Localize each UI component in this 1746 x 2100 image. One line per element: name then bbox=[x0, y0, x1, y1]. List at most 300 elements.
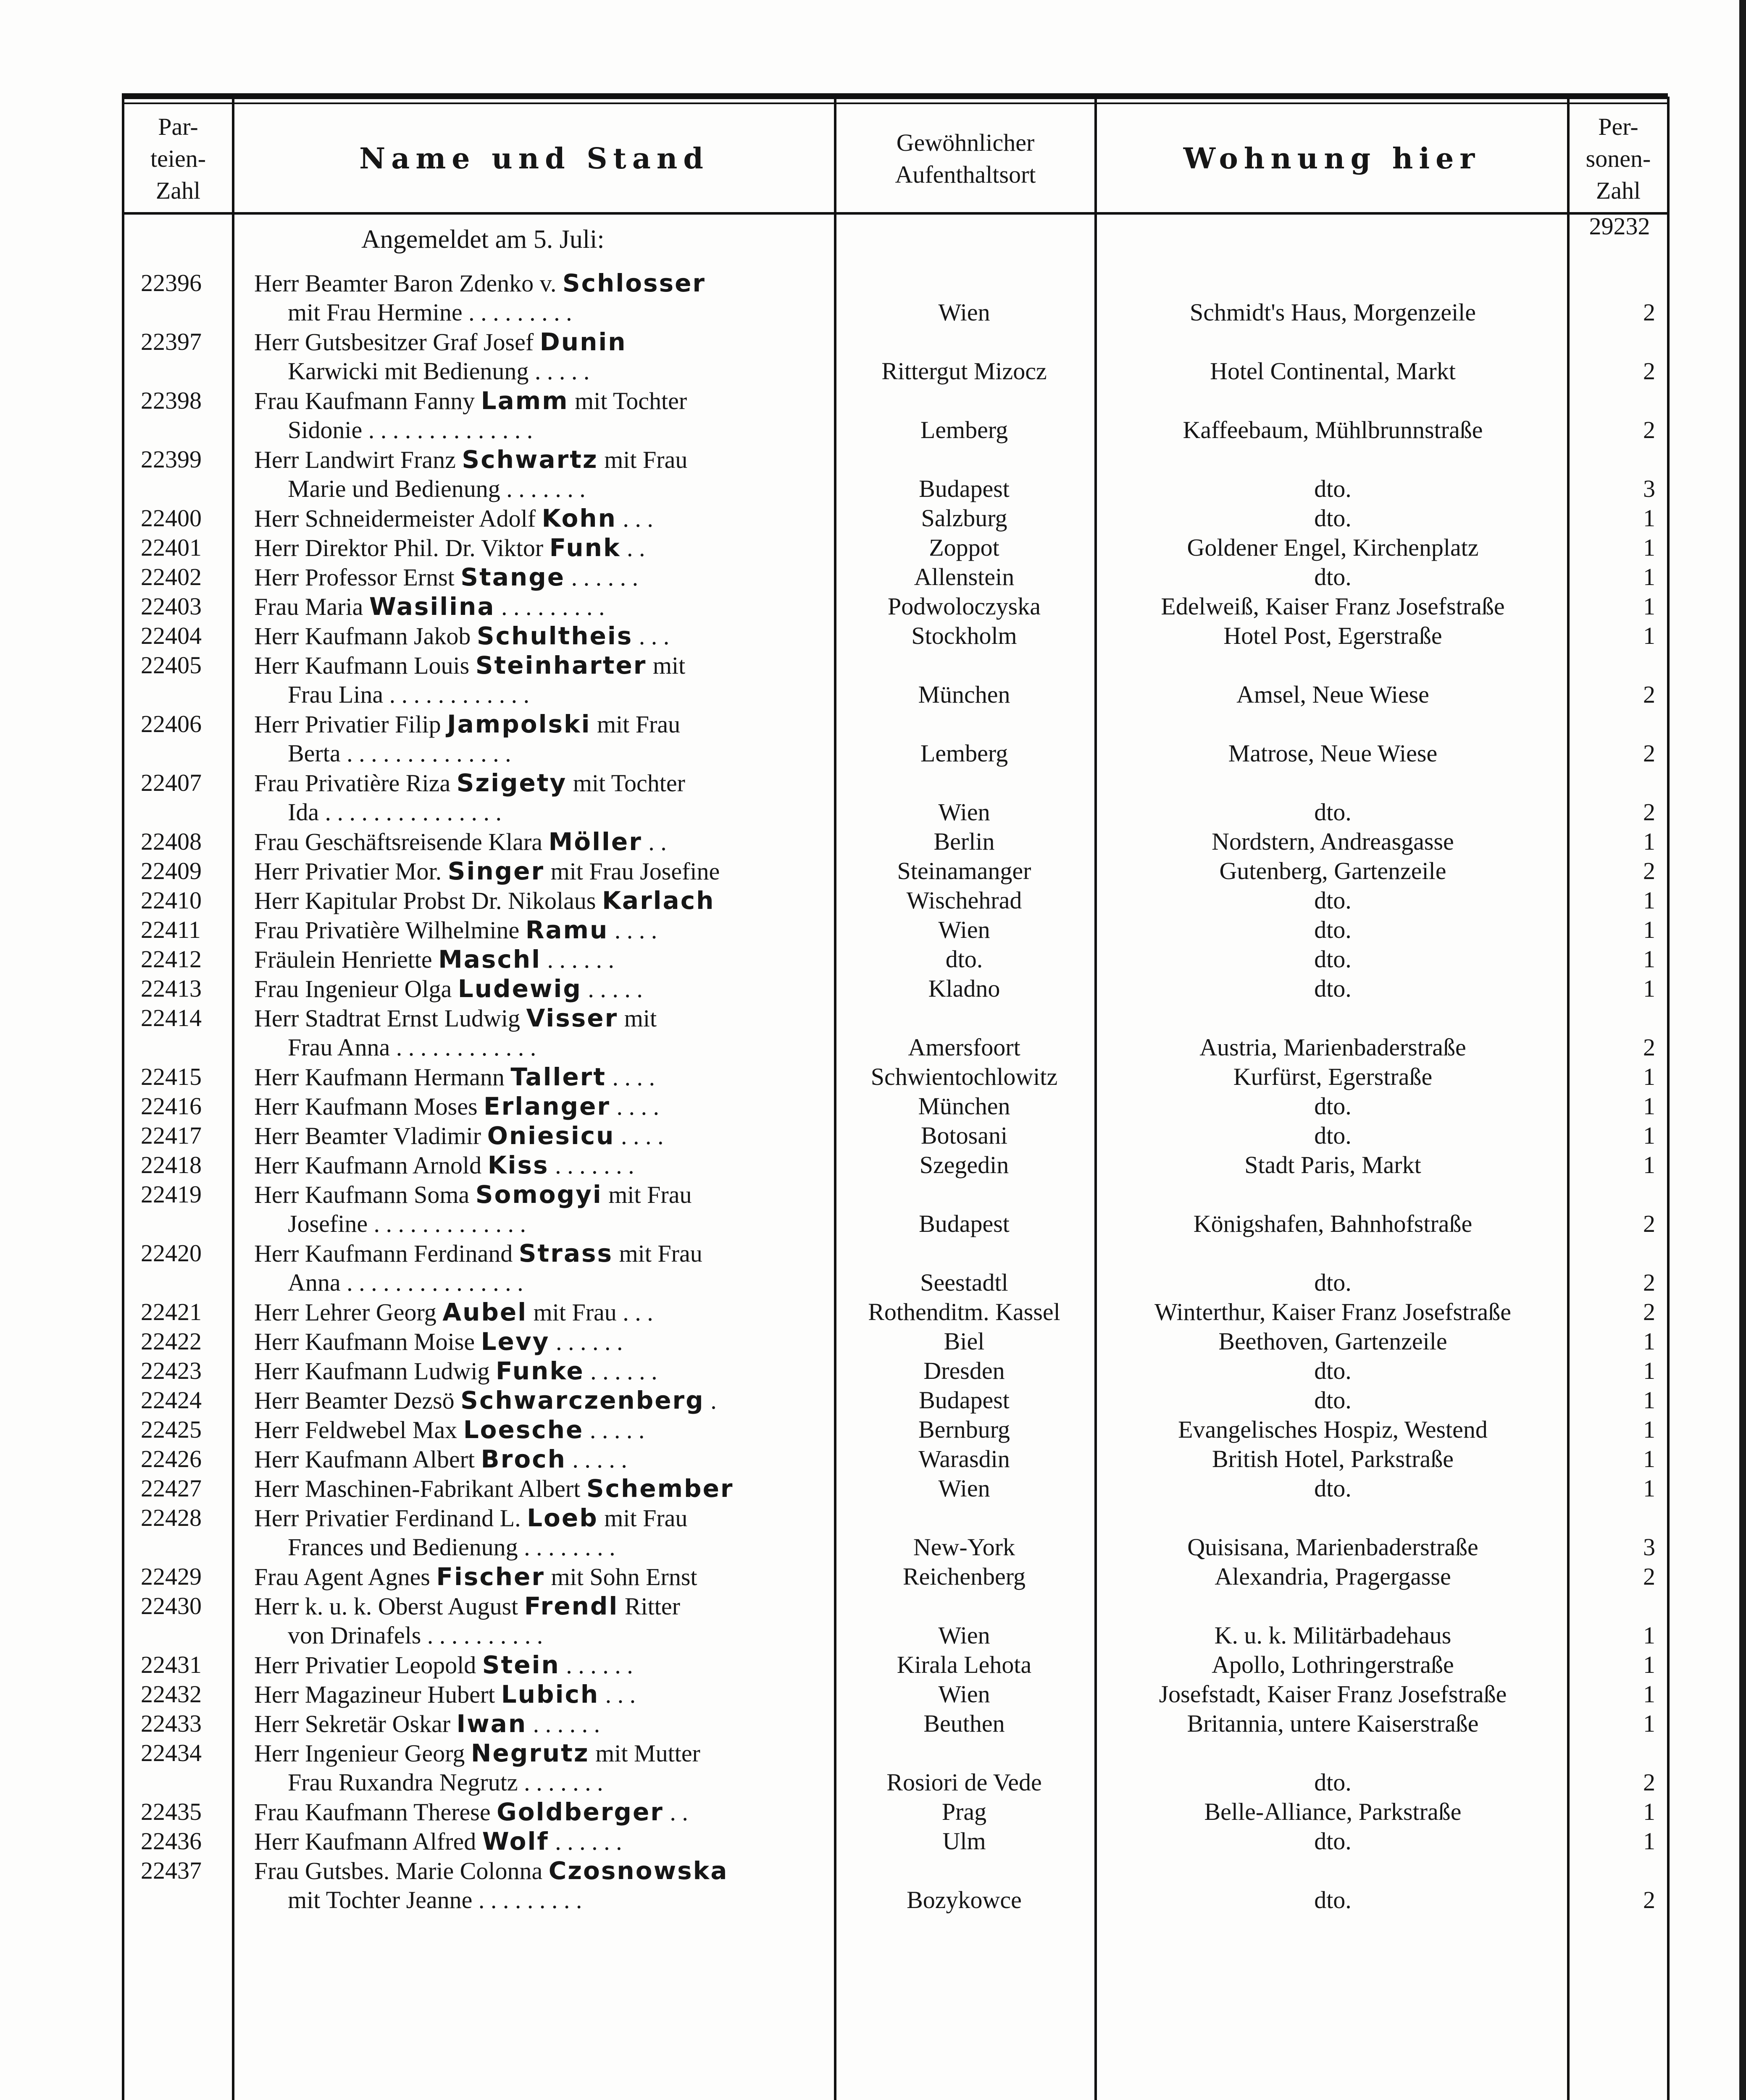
announcement-date: Angemeldet am 5. Juli: bbox=[361, 225, 605, 254]
local-address: dto. bbox=[1314, 1386, 1352, 1414]
person-count: 1 bbox=[1643, 1798, 1655, 1825]
guest-name-line bbox=[254, 769, 817, 797]
table-row bbox=[0, 563, 1739, 592]
table-row bbox=[0, 1562, 1739, 1592]
guest-surname: Steinharter bbox=[475, 651, 647, 680]
guest-title: Herr Direktor Phil. Dr. Viktor bbox=[254, 534, 544, 562]
guest-title: Herr Professor Ernst bbox=[254, 564, 455, 591]
table-row bbox=[0, 1504, 1739, 1562]
guest-title: Frau Kaufmann Fanny bbox=[254, 387, 475, 415]
guest-name-line bbox=[254, 386, 817, 415]
person-count: 1 bbox=[1643, 1357, 1655, 1384]
guest-title: Herr Maschinen-Fabrikant Albert bbox=[254, 1475, 581, 1502]
table-row bbox=[0, 1415, 1739, 1445]
guest-surname: Maschl bbox=[438, 945, 541, 974]
local-address: dto. bbox=[1314, 1092, 1352, 1120]
local-address: dto. bbox=[1314, 1357, 1352, 1384]
guest-surname: Levy bbox=[481, 1327, 550, 1356]
person-count: 1 bbox=[1643, 1092, 1655, 1120]
guest-surname: Strass bbox=[518, 1239, 613, 1268]
guest-surname: Tallert bbox=[510, 1063, 607, 1091]
guest-suffix: . . bbox=[627, 534, 645, 562]
guest-name-line bbox=[254, 1327, 817, 1356]
local-address: dto. bbox=[1314, 1269, 1352, 1296]
guest-suffix: mit Frau . . . bbox=[533, 1299, 653, 1326]
guest-name-continued: Karwicki mit Bedienung . . . . . bbox=[288, 357, 590, 385]
person-count: 2 bbox=[1643, 1034, 1655, 1061]
table-row bbox=[0, 1239, 1739, 1298]
guest-name-continued: Ida . . . . . . . . . . . . . . . bbox=[288, 798, 502, 826]
top-rule-thin bbox=[122, 102, 1668, 104]
guest-surname: Lamm bbox=[481, 386, 569, 415]
party-number: 22426 bbox=[141, 1445, 202, 1473]
table-row bbox=[0, 622, 1739, 651]
guest-name-line bbox=[254, 945, 817, 974]
table-row bbox=[0, 1474, 1739, 1504]
guest-title: Frau Gutsbes. Marie Colonna bbox=[254, 1857, 543, 1885]
local-address: dto. bbox=[1314, 1122, 1352, 1149]
table-row bbox=[0, 769, 1739, 827]
party-number: 22410 bbox=[141, 887, 202, 914]
person-count: 3 bbox=[1643, 475, 1655, 502]
guest-name-line bbox=[254, 974, 817, 1003]
person-count: 2 bbox=[1643, 1269, 1655, 1296]
usual-residence: Wien bbox=[938, 1680, 990, 1708]
guest-name-line bbox=[254, 504, 817, 533]
table-row bbox=[0, 1827, 1739, 1856]
person-count: 2 bbox=[1643, 299, 1655, 326]
table-row bbox=[0, 1680, 1739, 1709]
guest-suffix: . . . . . . . . . bbox=[501, 593, 605, 620]
guest-surname: Funk bbox=[549, 533, 621, 562]
local-address: dto. bbox=[1314, 1827, 1352, 1855]
guest-surname: Goldberger bbox=[497, 1798, 664, 1826]
guest-title: Herr Kaufmann Ferdinand bbox=[254, 1240, 513, 1267]
guest-title: Herr Schneidermeister Adolf bbox=[254, 505, 536, 532]
person-count: 1 bbox=[1643, 1328, 1655, 1355]
guest-name-line bbox=[254, 1151, 817, 1179]
guest-title: Herr k. u. k. Oberst August bbox=[254, 1593, 518, 1620]
table-row bbox=[0, 1739, 1739, 1798]
usual-residence: Wien bbox=[938, 1622, 990, 1649]
table-row bbox=[0, 916, 1739, 945]
usual-residence: Budapest bbox=[919, 1386, 1010, 1414]
party-number: 22398 bbox=[141, 387, 202, 414]
guest-surname: Lubich bbox=[501, 1680, 600, 1709]
party-number: 22409 bbox=[141, 857, 202, 885]
table-row bbox=[0, 1592, 1739, 1651]
usual-residence: Wien bbox=[938, 299, 990, 326]
person-count: 2 bbox=[1643, 1769, 1655, 1796]
guest-name-continued: Frau Anna . . . . . . . . . . . . bbox=[288, 1034, 536, 1061]
table-row bbox=[0, 1092, 1739, 1121]
guest-suffix: . . . . . . bbox=[566, 1651, 633, 1679]
local-address: Britannia, untere Kaiserstraße bbox=[1187, 1710, 1479, 1737]
guest-suffix: Ritter bbox=[624, 1593, 680, 1620]
party-number: 22430 bbox=[141, 1592, 202, 1620]
person-count: 1 bbox=[1643, 828, 1655, 855]
local-address: dto. bbox=[1314, 887, 1352, 914]
guest-name-line bbox=[254, 533, 817, 562]
local-address: British Hotel, Parkstraße bbox=[1212, 1445, 1454, 1473]
top-rule bbox=[122, 93, 1668, 99]
local-address: dto. bbox=[1314, 1886, 1352, 1914]
guest-surname: Wasilina bbox=[369, 592, 495, 621]
person-count: 1 bbox=[1643, 1445, 1655, 1473]
table-row bbox=[0, 592, 1739, 622]
usual-residence: Budapest bbox=[919, 475, 1010, 502]
header-rule bbox=[122, 212, 1668, 215]
table-row bbox=[0, 328, 1739, 386]
table-row bbox=[0, 1327, 1739, 1357]
usual-residence: dto. bbox=[945, 945, 983, 973]
guest-name-line bbox=[254, 1562, 817, 1591]
person-count: 1 bbox=[1643, 593, 1655, 620]
guest-name-line bbox=[254, 1739, 817, 1767]
usual-residence: Kirala Lehota bbox=[897, 1651, 1032, 1678]
party-number: 22427 bbox=[141, 1475, 202, 1502]
guest-surname: Ramu bbox=[525, 916, 609, 944]
local-address: Austria, Marienbaderstraße bbox=[1199, 1034, 1466, 1061]
header-parteien-zahl: Par- teien- Zahl bbox=[150, 113, 206, 204]
usual-residence: New-York bbox=[913, 1533, 1015, 1561]
guest-name-line bbox=[254, 592, 817, 621]
guest-suffix: mit Frau bbox=[604, 446, 688, 473]
person-count: 1 bbox=[1643, 1651, 1655, 1678]
local-address: Quisisana, Marienbaderstraße bbox=[1187, 1533, 1478, 1561]
guest-surname: Broch bbox=[481, 1445, 566, 1473]
table-row bbox=[0, 1004, 1739, 1063]
header-name-und-stand: Name und Stand bbox=[359, 142, 709, 176]
guest-name-line bbox=[254, 1504, 817, 1532]
person-count: 1 bbox=[1643, 534, 1655, 561]
guest-name-line bbox=[254, 1856, 817, 1885]
usual-residence: Dresden bbox=[923, 1357, 1005, 1384]
party-number: 22428 bbox=[141, 1504, 202, 1531]
guest-name-continued: Berta . . . . . . . . . . . . . . bbox=[288, 740, 511, 767]
guest-name-continued: mit Tochter Jeanne . . . . . . . . . bbox=[288, 1886, 582, 1914]
guest-surname: Kiss bbox=[487, 1151, 549, 1179]
local-address: Winterthur, Kaiser Franz Josefstraße bbox=[1154, 1298, 1511, 1326]
header-wohnung-hier: Wohnung hier bbox=[1183, 142, 1481, 176]
party-number: 22416 bbox=[141, 1092, 202, 1120]
person-count: 1 bbox=[1643, 504, 1655, 532]
party-number: 22432 bbox=[141, 1680, 202, 1708]
local-address: Königshafen, Bahnhofstraße bbox=[1193, 1210, 1473, 1237]
guest-suffix: . . . . . . bbox=[555, 1328, 623, 1355]
guest-surname: Schultheis bbox=[476, 622, 633, 650]
guest-title: Herr Kaufmann Moses bbox=[254, 1093, 478, 1120]
guest-name-line bbox=[254, 1709, 817, 1738]
guest-surname: Schwarczenberg bbox=[460, 1386, 705, 1415]
local-address: Amsel, Neue Wiese bbox=[1236, 681, 1429, 708]
party-number: 22407 bbox=[141, 769, 202, 796]
guest-title: Herr Privatier Mor. bbox=[254, 858, 442, 885]
person-count: 1 bbox=[1643, 1063, 1655, 1090]
table-row bbox=[0, 945, 1739, 974]
person-count: 1 bbox=[1643, 1386, 1655, 1414]
local-address: dto. bbox=[1314, 475, 1352, 502]
guest-title: Herr Privatier Filip bbox=[254, 711, 441, 738]
guest-surname: Negrutz bbox=[471, 1739, 589, 1767]
person-count: 1 bbox=[1643, 1622, 1655, 1649]
guest-suffix: mit Mutter bbox=[595, 1740, 700, 1767]
party-number: 22415 bbox=[141, 1063, 202, 1090]
table-row bbox=[0, 533, 1739, 563]
guest-suffix: . bbox=[710, 1387, 717, 1414]
usual-residence: Amersfoort bbox=[908, 1034, 1020, 1061]
person-count: 2 bbox=[1643, 416, 1655, 444]
usual-residence: Lemberg bbox=[920, 416, 1008, 444]
person-count: 2 bbox=[1643, 740, 1655, 767]
table-row bbox=[0, 886, 1739, 916]
guest-suffix: . . . . . bbox=[589, 1416, 645, 1444]
usual-residence: Berlin bbox=[933, 828, 995, 855]
person-count: 1 bbox=[1643, 1416, 1655, 1443]
usual-residence: München bbox=[918, 681, 1010, 708]
table-row bbox=[0, 1357, 1739, 1386]
guest-title: Herr Lehrer Georg bbox=[254, 1299, 436, 1326]
guest-name-line bbox=[254, 1121, 817, 1150]
party-number: 22412 bbox=[141, 945, 202, 973]
party-number: 22421 bbox=[141, 1298, 202, 1326]
guest-title: Frau Agent Agnes bbox=[254, 1563, 430, 1591]
party-number: 22433 bbox=[141, 1710, 202, 1737]
guest-name-line bbox=[254, 1092, 817, 1121]
guest-title: Herr Kaufmann Soma bbox=[254, 1181, 470, 1208]
person-count: 1 bbox=[1643, 1122, 1655, 1149]
guest-suffix: mit Frau Josefine bbox=[550, 858, 720, 885]
party-number: 22422 bbox=[141, 1328, 202, 1355]
guest-suffix: . . . . . bbox=[572, 1446, 627, 1473]
guest-name-continued: Frances und Bedienung . . . . . . . . bbox=[288, 1533, 615, 1561]
usual-residence: München bbox=[918, 1092, 1010, 1120]
guest-title: Herr Kaufmann Albert bbox=[254, 1446, 475, 1473]
guest-title: Herr Privatier Leopold bbox=[254, 1651, 476, 1679]
local-address: Kaffeebaum, Mühlbrunnstraße bbox=[1183, 416, 1483, 444]
local-address: Evangelisches Hospiz, Westend bbox=[1178, 1416, 1488, 1443]
table-row bbox=[0, 1856, 1739, 1915]
party-number: 22420 bbox=[141, 1239, 202, 1267]
guest-title: Fräulein Henriette bbox=[254, 946, 432, 973]
local-address: dto. bbox=[1314, 1475, 1352, 1502]
guest-title: Herr Beamter Baron Zdenko v. bbox=[254, 270, 557, 297]
table-row bbox=[0, 386, 1739, 445]
guest-title: Herr Kaufmann Arnold bbox=[254, 1152, 482, 1179]
guest-name-line bbox=[254, 445, 817, 474]
person-count: 2 bbox=[1643, 1563, 1655, 1590]
usual-residence: Biel bbox=[944, 1328, 985, 1355]
usual-residence: Zoppot bbox=[929, 534, 999, 561]
local-address: Alexandria, Pragergasse bbox=[1215, 1563, 1451, 1590]
usual-residence: Prag bbox=[941, 1798, 987, 1825]
guest-suffix: mit Frau bbox=[608, 1181, 692, 1208]
guest-title: Herr Gutsbesitzer Graf Josef bbox=[254, 328, 534, 356]
table-row bbox=[0, 1709, 1739, 1739]
guest-name-line bbox=[254, 1445, 817, 1473]
usual-residence: Wien bbox=[938, 798, 990, 826]
local-address: dto. bbox=[1314, 916, 1352, 943]
guest-title: Herr Beamter Dezsö bbox=[254, 1387, 455, 1414]
party-number: 22424 bbox=[141, 1386, 202, 1414]
guest-name-line bbox=[254, 827, 817, 856]
party-number: 22400 bbox=[141, 504, 202, 532]
usual-residence: Rittergut Mizocz bbox=[881, 357, 1047, 385]
table-row bbox=[0, 710, 1739, 769]
guest-name-line bbox=[254, 916, 817, 944]
guest-surname: Fischer bbox=[436, 1562, 545, 1591]
usual-residence: Warasdin bbox=[918, 1445, 1010, 1473]
guest-suffix: . . bbox=[648, 828, 667, 856]
guest-title: Herr Privatier Ferdinand L. bbox=[254, 1504, 521, 1532]
party-number: 22437 bbox=[141, 1857, 202, 1884]
person-count: 1 bbox=[1643, 1151, 1655, 1179]
usual-residence: Bozykowce bbox=[907, 1886, 1022, 1914]
party-number: 22425 bbox=[141, 1416, 202, 1443]
table-row bbox=[0, 1298, 1739, 1327]
guest-surname: Jampolski bbox=[447, 710, 591, 738]
guest-name-continued: Anna . . . . . . . . . . . . . . . bbox=[288, 1269, 523, 1296]
party-number: 22417 bbox=[141, 1122, 202, 1149]
guest-surname: Aubel bbox=[442, 1298, 528, 1326]
local-address: dto. bbox=[1314, 504, 1352, 532]
usual-residence: Steinamanger bbox=[897, 857, 1031, 885]
guest-suffix: mit Frau bbox=[619, 1240, 702, 1267]
guest-name-line bbox=[254, 1180, 817, 1209]
guest-surname: Erlanger bbox=[484, 1092, 611, 1121]
guest-title: Herr Stadtrat Ernst Ludwig bbox=[254, 1005, 521, 1032]
table-row bbox=[0, 857, 1739, 886]
local-address: dto. bbox=[1314, 563, 1352, 591]
guest-surname: Singer bbox=[447, 857, 545, 885]
guest-suffix: . . . . . . bbox=[547, 946, 614, 973]
guest-suffix: mit bbox=[624, 1005, 657, 1032]
person-count: 1 bbox=[1643, 975, 1655, 1002]
guest-surname: Loesche bbox=[463, 1415, 584, 1444]
local-address: dto. bbox=[1314, 798, 1352, 826]
guest-name-line bbox=[254, 651, 817, 680]
guest-suffix: mit Sohn Ernst bbox=[551, 1563, 697, 1591]
guest-name-line bbox=[254, 1004, 817, 1032]
party-number: 22403 bbox=[141, 593, 202, 620]
person-count: 2 bbox=[1643, 681, 1655, 708]
local-address: Nordstern, Andreasgasse bbox=[1212, 828, 1454, 855]
usual-residence: Rosiori de Vede bbox=[886, 1769, 1042, 1796]
guest-name-line bbox=[254, 269, 817, 297]
guest-title: Frau Privatière Riza bbox=[254, 769, 451, 797]
guest-name-line bbox=[254, 1386, 817, 1415]
guest-title: Frau Kaufmann Therese bbox=[254, 1798, 491, 1826]
party-number: 22402 bbox=[141, 563, 202, 591]
guest-title: Herr Beamter Vladimir bbox=[254, 1122, 481, 1150]
person-count: 2 bbox=[1643, 1210, 1655, 1237]
guest-name-line bbox=[254, 1798, 817, 1826]
carry-forward-count: 29232 bbox=[1589, 213, 1650, 240]
local-address: K. u. k. Militärbadehaus bbox=[1214, 1622, 1451, 1649]
guest-title: Frau Maria bbox=[254, 593, 363, 620]
local-address: Apollo, Lothringerstraße bbox=[1212, 1651, 1454, 1678]
guest-title: Herr Magazineur Hubert bbox=[254, 1681, 495, 1708]
guest-name-line bbox=[254, 1651, 817, 1679]
party-number: 22408 bbox=[141, 828, 202, 855]
guest-suffix: . . . . bbox=[612, 1063, 655, 1091]
guest-suffix: . . . . bbox=[616, 1093, 660, 1120]
usual-residence: Beuthen bbox=[923, 1710, 1005, 1737]
guest-surname: Kohn bbox=[542, 504, 617, 533]
person-count: 1 bbox=[1643, 1710, 1655, 1737]
guest-surname: Iwan bbox=[456, 1709, 527, 1738]
party-number: 22431 bbox=[141, 1651, 202, 1678]
person-count: 2 bbox=[1643, 1298, 1655, 1326]
party-number: 22404 bbox=[141, 622, 202, 649]
guest-name-line bbox=[254, 622, 817, 650]
guest-title: Herr Kaufmann Jakob bbox=[254, 622, 471, 650]
party-number: 22434 bbox=[141, 1739, 202, 1767]
party-number: 22414 bbox=[141, 1004, 202, 1032]
guest-surname: Möller bbox=[548, 827, 642, 856]
guest-suffix: . . . . . . bbox=[533, 1710, 600, 1738]
local-address: dto. bbox=[1314, 1769, 1352, 1796]
guest-title: Herr Kaufmann Alfred bbox=[254, 1828, 476, 1855]
guest-name-line bbox=[254, 1680, 817, 1709]
guest-surname: Schember bbox=[586, 1474, 734, 1503]
usual-residence: Budapest bbox=[919, 1210, 1010, 1237]
party-number: 22419 bbox=[141, 1181, 202, 1208]
guest-surname: Schlosser bbox=[562, 269, 706, 297]
guest-surname: Wolf bbox=[482, 1827, 549, 1856]
guest-name-continued: Frau Lina . . . . . . . . . . . . bbox=[288, 681, 530, 708]
guest-surname: Karlach bbox=[602, 886, 715, 915]
guest-surname: Frendl bbox=[524, 1592, 619, 1620]
guest-name-continued: Marie und Bedienung . . . . . . . bbox=[288, 475, 586, 502]
party-number: 22411 bbox=[141, 916, 201, 943]
guest-name-line bbox=[254, 710, 817, 738]
guest-surname: Dunin bbox=[539, 328, 627, 356]
usual-residence: Salzburg bbox=[921, 504, 1007, 532]
local-address: Stadt Paris, Markt bbox=[1244, 1151, 1421, 1179]
usual-residence: Botosani bbox=[920, 1122, 1008, 1149]
local-address: Matrose, Neue Wiese bbox=[1228, 740, 1438, 767]
guest-name-line bbox=[254, 1063, 817, 1091]
local-address: Josefstadt, Kaiser Franz Josefstraße bbox=[1159, 1680, 1507, 1708]
guest-surname: Loeb bbox=[527, 1504, 598, 1532]
local-address: Belle-Alliance, Parkstraße bbox=[1204, 1798, 1462, 1825]
usual-residence: Allenstein bbox=[914, 563, 1015, 591]
table-row bbox=[0, 1151, 1739, 1180]
local-address: Hotel Continental, Markt bbox=[1210, 357, 1456, 385]
local-address: Beethoven, Gartenzeile bbox=[1218, 1328, 1447, 1355]
guest-suffix: mit Frau bbox=[597, 711, 681, 738]
person-count: 2 bbox=[1643, 857, 1655, 885]
guest-suffix: . . . bbox=[639, 622, 670, 650]
person-count: 1 bbox=[1643, 1827, 1655, 1855]
table-row bbox=[0, 1121, 1739, 1151]
guest-surname: Szigety bbox=[456, 769, 567, 797]
guest-surname: Funke bbox=[496, 1357, 584, 1385]
guest-name-line bbox=[254, 886, 817, 915]
person-count: 1 bbox=[1643, 563, 1655, 591]
local-address: Edelweiß, Kaiser Franz Josefstraße bbox=[1161, 593, 1505, 620]
party-number: 22435 bbox=[141, 1798, 202, 1825]
usual-residence: Reichenberg bbox=[902, 1563, 1026, 1590]
local-address: Gutenberg, Gartenzeile bbox=[1219, 857, 1446, 885]
usual-residence: Wien bbox=[938, 916, 990, 943]
table-row bbox=[0, 504, 1739, 533]
guest-name-line bbox=[254, 1827, 817, 1856]
usual-residence: Kladno bbox=[928, 975, 1000, 1002]
table-row bbox=[0, 1386, 1739, 1415]
local-address: Hotel Post, Egerstraße bbox=[1223, 622, 1442, 649]
